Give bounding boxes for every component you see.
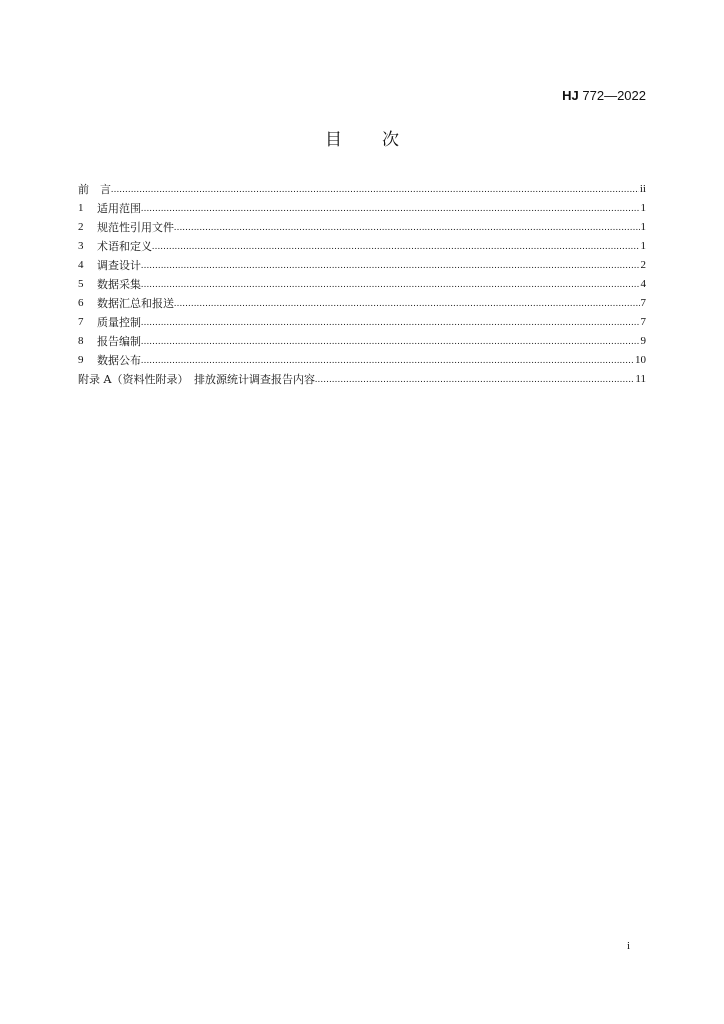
toc-entry-label: 前 言 <box>78 183 111 196</box>
toc-entry-label: 报告编制 <box>97 335 141 348</box>
table-of-contents <box>78 180 646 389</box>
toc-entry-number: 4 <box>78 259 84 271</box>
toc-leader-dots <box>141 313 640 332</box>
toc-leader-dots <box>141 199 640 218</box>
toc-entry-page: 1 <box>640 240 646 252</box>
toc-entry-number: 6 <box>78 297 84 309</box>
page-title-char-2: 次 <box>382 130 399 150</box>
toc-entry-number: 1 <box>78 202 84 214</box>
toc-entry-page: 2 <box>640 259 646 271</box>
toc-entry-page: ii <box>639 183 646 195</box>
toc-entry-number: 3 <box>78 240 84 252</box>
standard-code-prefix: HJ <box>562 88 579 103</box>
toc-entry-data-collection[interactable] <box>78 275 646 294</box>
toc-leader-dots <box>141 256 640 275</box>
toc-entry-label: 术语和定义 <box>97 240 152 253</box>
toc-entry-report-preparation[interactable] <box>78 332 646 351</box>
toc-entry-page: 4 <box>640 278 646 290</box>
toc-leader-dots <box>152 237 640 256</box>
standard-code <box>562 88 646 103</box>
toc-entry-page: 11 <box>635 373 646 385</box>
page-title <box>0 125 724 150</box>
toc-entry-page: 7 <box>640 316 646 328</box>
toc-entry-page: 7 <box>640 297 646 309</box>
toc-entry-page: 1 <box>640 221 646 233</box>
toc-entry-page: 9 <box>640 335 646 347</box>
toc-entry-quality-control[interactable] <box>78 313 646 332</box>
toc-entry-terms-definitions[interactable] <box>78 237 646 256</box>
toc-entry-label: 附录 A（资料性附录） 排放源统计调查报告内容 <box>78 373 315 386</box>
toc-entry-survey-design[interactable] <box>78 256 646 275</box>
page-title-char-1: 目 <box>325 130 342 150</box>
toc-entry-page: 1 <box>640 202 646 214</box>
page-number: i <box>626 940 630 952</box>
toc-entry-label: 调查设计 <box>97 259 141 272</box>
toc-leader-dots <box>141 351 634 370</box>
toc-leader-dots <box>141 275 640 294</box>
toc-entry-foreword[interactable] <box>78 180 646 199</box>
toc-entry-number: 7 <box>78 316 84 328</box>
toc-entry-number: 8 <box>78 335 84 347</box>
toc-entry-label: 适用范围 <box>97 202 141 215</box>
toc-entry-data-publication[interactable] <box>78 351 646 370</box>
toc-leader-dots <box>174 218 640 237</box>
toc-entry-page: 10 <box>635 354 646 366</box>
toc-entry-scope[interactable] <box>78 199 646 218</box>
toc-entry-normative-references[interactable] <box>78 218 646 237</box>
toc-entry-number: 2 <box>78 221 84 233</box>
toc-entry-label: 数据公布 <box>97 354 141 367</box>
toc-entry-label: 质量控制 <box>97 316 141 329</box>
toc-entry-number: 5 <box>78 278 84 290</box>
toc-leader-dots <box>111 180 639 199</box>
toc-entry-number: 9 <box>78 354 84 366</box>
toc-entry-label: 数据汇总和报送 <box>97 297 174 310</box>
toc-entry-label: 规范性引用文件 <box>97 221 174 234</box>
toc-leader-dots <box>174 294 640 313</box>
toc-entry-appendix-a[interactable] <box>78 370 646 389</box>
toc-leader-dots <box>141 332 640 351</box>
toc-leader-dots <box>315 370 634 389</box>
toc-entry-data-summary-reporting[interactable] <box>78 294 646 313</box>
toc-entry-label: 数据采集 <box>97 278 141 291</box>
standard-code-number: 772—2022 <box>578 88 646 103</box>
